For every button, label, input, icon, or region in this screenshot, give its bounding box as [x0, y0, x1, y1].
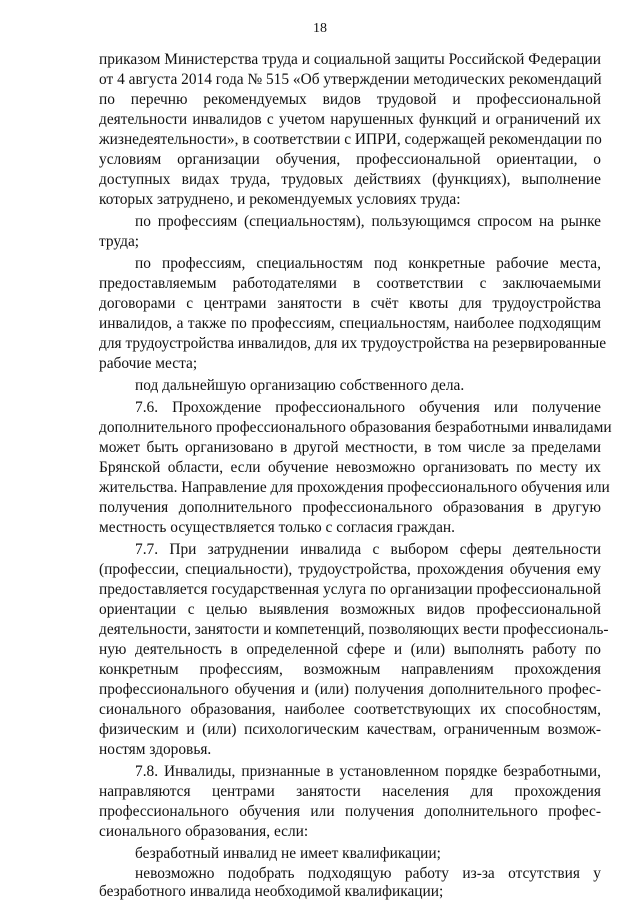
text-line: приказом Министерства труда и социальной защиты Российской Федерации	[99, 51, 601, 68]
text-line: 7.6. Прохождение профессионального обучения или получение	[135, 399, 601, 416]
text-line: Брянской области, если обучение невозможно организовать по месту их	[99, 459, 601, 476]
text-line: рабочие места;	[99, 355, 198, 372]
page-number: 18	[313, 21, 327, 36]
text-line: может быть организовано в другой местности, в том числе за пределами	[99, 439, 601, 456]
text-line: по профессиям (специальностям), пользующимся спросом на рынке	[135, 213, 601, 230]
text-line: конкретным профессиям, возможным направлениям прохождения	[99, 661, 601, 678]
text-line: от 4 августа 2014 года № 515 «Об утверждении методических рекомендаций	[99, 71, 602, 88]
text-line: ностям здоровья.	[99, 741, 212, 758]
text-line: труда;	[99, 233, 140, 250]
text-line: 7.8. Инвалиды, признанные в установленном порядке безработными,	[135, 763, 601, 780]
text-line: местность осуществляется только с согласия граждан.	[99, 519, 456, 536]
text-line: деятельности, занятости и компетенций, позволяющих вести профессиональ-	[99, 621, 609, 638]
text-line: жительства. Направление для прохождения профессионального обучения или	[99, 479, 610, 496]
text-line: сионального образования, наиболее соответствующих их способностям,	[99, 701, 601, 718]
text-line: которых затруднено, и рекомендуемых условиях труда:	[99, 191, 461, 208]
text-line: для трудоустройства инвалидов, для их трудоустройства на резервированные	[99, 335, 607, 352]
text-line: предоставляемым работодателями в соответствии с заключаемыми	[99, 275, 601, 292]
text-line: безработный инвалид не имеет квалификации;	[135, 845, 441, 862]
text-line: 7.7. При затруднении инвалида с выбором сферы деятельности	[135, 541, 601, 558]
text-line: профессионального обучения или получения дополнительного профес-	[99, 803, 601, 820]
text-line: ную деятельность в определенной сфере и (или) выполнять работу по	[99, 641, 601, 658]
text-line: доступных видах труда, трудовых действиях (функциях), выполнение	[99, 171, 601, 188]
text-line: дополнительного профессионального образования безработными инвалидами	[99, 419, 612, 436]
text-line: профессионального обучения и (или) получения дополнительного профес-	[99, 681, 601, 698]
text-line: невозможно подобрать подходящую работу из-за отсутствия у	[135, 865, 601, 882]
text-line: физическим и (или) психологическим качествам, ограниченным возмож-	[99, 721, 601, 738]
text-line: ориентации с целью выявления возможных видов профессиональной	[99, 601, 601, 618]
text-line: договорами с центрами занятости в счёт квоты для трудоустройства	[99, 295, 601, 312]
text-line: деятельности инвалидов с учетом нарушенных функций и ограничений их	[99, 111, 601, 128]
text-line: получения дополнительного профессионального образования в другую	[99, 499, 601, 516]
text-line: предоставляется государственная услуга по организации профессиональной	[99, 581, 601, 598]
text-line: (профессии, специальности), трудоустройства, прохождения обучения ему	[99, 561, 601, 578]
text-line: условиям организации обучения, профессиональной ориентации, о	[99, 151, 601, 168]
text-line: сионального образования, если:	[99, 823, 309, 840]
text-line: по перечню рекомендуемых видов трудовой и профессиональной	[99, 91, 601, 108]
text-line: инвалидов, а также по профессиям, специальностям, наиболее подходящим	[99, 315, 601, 332]
text-line: по профессиям, специальностям под конкретные рабочие места,	[135, 255, 601, 272]
text-line: под дальнейшую организацию собственного дела.	[135, 377, 465, 394]
text-line: безработного инвалида необходимой квалификации;	[99, 883, 444, 900]
text-line: направляются центрами занятости населения для прохождения	[99, 783, 601, 800]
text-line: жизнедеятельности», в соответствии с ИПРИ, содержащей рекомендации по	[99, 131, 602, 148]
